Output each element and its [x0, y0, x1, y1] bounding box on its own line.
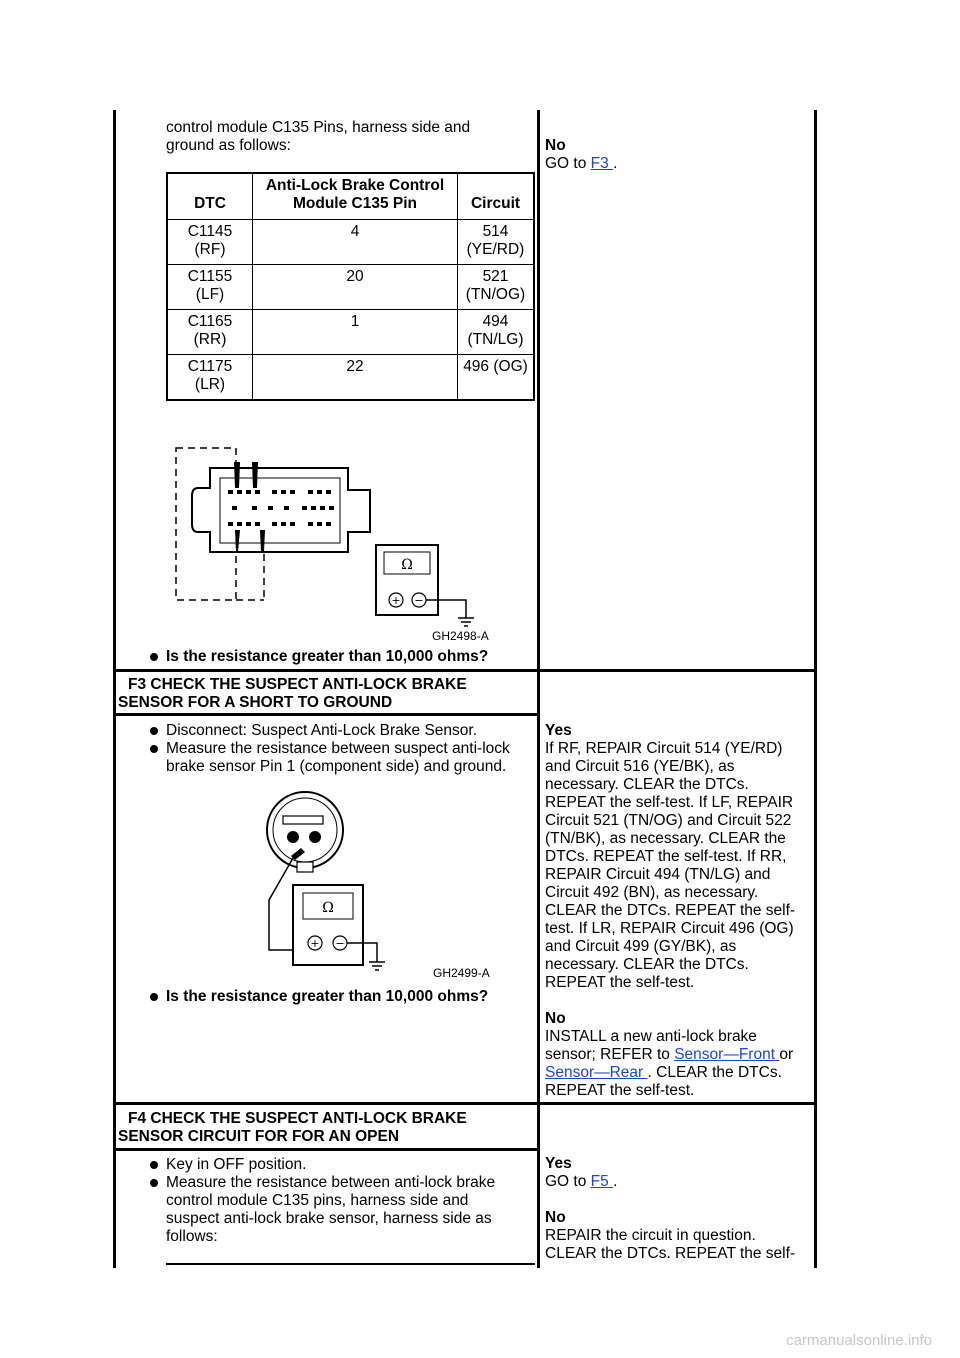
no-line-1: REPAIR the circuit in question.: [545, 1227, 756, 1244]
intro-text: [166, 119, 526, 155]
col-header-dtc: DTC: [167, 173, 253, 220]
yes-line: Circuit 521 (TN/OG) and Circuit 522: [545, 812, 792, 829]
cell-dtc: C1175 (LR): [167, 355, 253, 401]
svg-text:GH2498-A: GH2498-A: [432, 629, 489, 643]
cell-circuit: 521 (TN/OG): [458, 265, 535, 310]
yes-line: and Circuit 516 (YE/BK), as: [545, 758, 735, 775]
f3-step-measure: Measure the resistance between suspect anti-lock brake sensor Pin 1 (component side) and ground.: [146, 740, 536, 776]
cell-dtc: C1165 (RR): [167, 310, 253, 355]
row-divider-f4: [113, 1102, 817, 1105]
no-line-3: Sensor—Rear . CLEAR the DTCs.: [545, 1064, 782, 1081]
svg-text:+: +: [310, 937, 320, 950]
f4-answers: [545, 1155, 813, 1263]
f4-steps: [146, 1156, 536, 1246]
no-label: No: [545, 137, 566, 154]
no-label: No: [545, 1010, 566, 1027]
yes-line: necessary. CLEAR the DTCs.: [545, 776, 749, 793]
f4-heading-line-1: F4 CHECK THE SUSPECT ANTI-LOCK BRAKE: [128, 1110, 467, 1127]
f4-table-top-edge: [166, 1263, 535, 1265]
yes-line: CLEAR the DTCs. REPEAT the self-: [545, 902, 796, 919]
f3-heading: [118, 676, 536, 712]
f3-answers: [545, 722, 813, 1100]
question-text: Is the resistance greater than 10,000 ohms?: [146, 988, 536, 1006]
watermark: carmanualsonline.info: [786, 1332, 932, 1349]
table-row: [167, 220, 534, 265]
link-sensor-front[interactable]: Sensor—Front: [674, 1046, 780, 1063]
f4-step-key-off: Key in OFF position.: [146, 1156, 536, 1174]
row-divider-f3: [113, 669, 817, 672]
cell-pin: 1: [253, 310, 458, 355]
svg-text:−: −: [335, 937, 345, 950]
table-row: [167, 310, 534, 355]
yes-line: and Circuit 499 (GY/BK), as: [545, 938, 737, 955]
question-text: Is the resistance greater than 10,000 ohms?: [146, 648, 536, 666]
yes-line: (TN/BK), as necessary. CLEAR the: [545, 830, 786, 847]
f3-steps: [146, 722, 536, 776]
top-question: [146, 648, 536, 666]
table-row: [167, 355, 534, 401]
svg-text:GH2499-A: GH2499-A: [433, 966, 490, 980]
dtc-pin-table: [166, 172, 535, 401]
cell-circuit: 494 (TN/LG): [458, 310, 535, 355]
table-left-border: [113, 110, 116, 1268]
table-right-border: [814, 110, 817, 1268]
f3-step-disconnect: Disconnect: Suspect Anti-Lock Brake Sensor.: [146, 722, 536, 740]
svg-text:Ω: Ω: [401, 557, 413, 573]
yes-line: GO to F5 .: [545, 1173, 618, 1190]
svg-text:Ω: Ω: [322, 900, 334, 916]
table-header-row: [167, 173, 534, 220]
f3-question: [146, 988, 536, 1006]
no-line-1: INSTALL a new anti-lock brake: [545, 1028, 757, 1045]
col-header-circuit: Circuit: [458, 173, 535, 220]
yes-line: DTCs. REPEAT the self-test. If RR,: [545, 848, 787, 865]
intro-line-2: ground as follows:: [166, 137, 291, 154]
cell-pin: 4: [253, 220, 458, 265]
yes-line: necessary. CLEAR the DTCs.: [545, 956, 749, 973]
sensor-ohmmeter-diagram: [255, 780, 495, 985]
cell-pin: 22: [253, 355, 458, 401]
f4-step-measure: Measure the resistance between anti-lock brake control module C135 pins, harness side and suspect anti-lock brake sensor, harness side as follows:: [146, 1174, 536, 1246]
svg-text:+: +: [391, 594, 401, 607]
cell-circuit: 514 (YE/RD): [458, 220, 535, 265]
table-middle-border: [537, 110, 540, 1268]
yes-line: Circuit 492 (BN), as necessary.: [545, 884, 759, 901]
f4-heading: [118, 1110, 536, 1146]
yes-line: If RF, REPAIR Circuit 514 (YE/RD): [545, 740, 783, 757]
no-line-2: sensor; REFER to Sensor—Front or: [545, 1046, 794, 1063]
svg-text:−: −: [414, 594, 424, 607]
top-answer: [545, 137, 810, 173]
yes-label: Yes: [545, 722, 572, 739]
yes-line: REPEAT the self-test. If LF, REPAIR: [545, 794, 794, 811]
f3-heading-line-1: F3 CHECK THE SUSPECT ANTI-LOCK BRAKE: [128, 676, 467, 693]
link-f5[interactable]: F5: [590, 1173, 614, 1190]
no-line-2: CLEAR the DTCs. REPEAT the self-: [545, 1245, 796, 1262]
f4-heading-underline: [113, 1148, 540, 1151]
cell-dtc: C1145 (RF): [167, 220, 253, 265]
table-row: [167, 265, 534, 310]
yes-line: test. If LR, REPAIR Circuit 496 (OG): [545, 920, 794, 937]
f3-heading-underline: [113, 713, 540, 716]
cell-pin: 20: [253, 265, 458, 310]
col-header-pin: Anti-Lock Brake Control Module C135 Pin: [253, 173, 458, 220]
f3-heading-line-2: SENSOR FOR A SHORT TO GROUND: [118, 694, 393, 711]
yes-label: Yes: [545, 1155, 572, 1172]
link-f3[interactable]: F3: [590, 155, 614, 172]
no-label: No: [545, 1209, 566, 1226]
no-line-4: REPEAT the self-test.: [545, 1082, 695, 1099]
cell-dtc: C1155 (LF): [167, 265, 253, 310]
yes-line: REPAIR Circuit 494 (TN/LG) and: [545, 866, 771, 883]
f4-heading-line-2: SENSOR CIRCUIT FOR FOR AN OPEN: [118, 1128, 400, 1145]
intro-line-1: control module C135 Pins, harness side and: [166, 119, 471, 136]
cell-circuit: 496 (OG): [458, 355, 535, 401]
no-answer-line: GO to F3 .: [545, 155, 618, 172]
yes-line: REPEAT the self-test.: [545, 974, 695, 991]
link-sensor-rear[interactable]: Sensor—Rear: [545, 1064, 648, 1081]
connector-ohmmeter-diagram: [170, 440, 510, 645]
